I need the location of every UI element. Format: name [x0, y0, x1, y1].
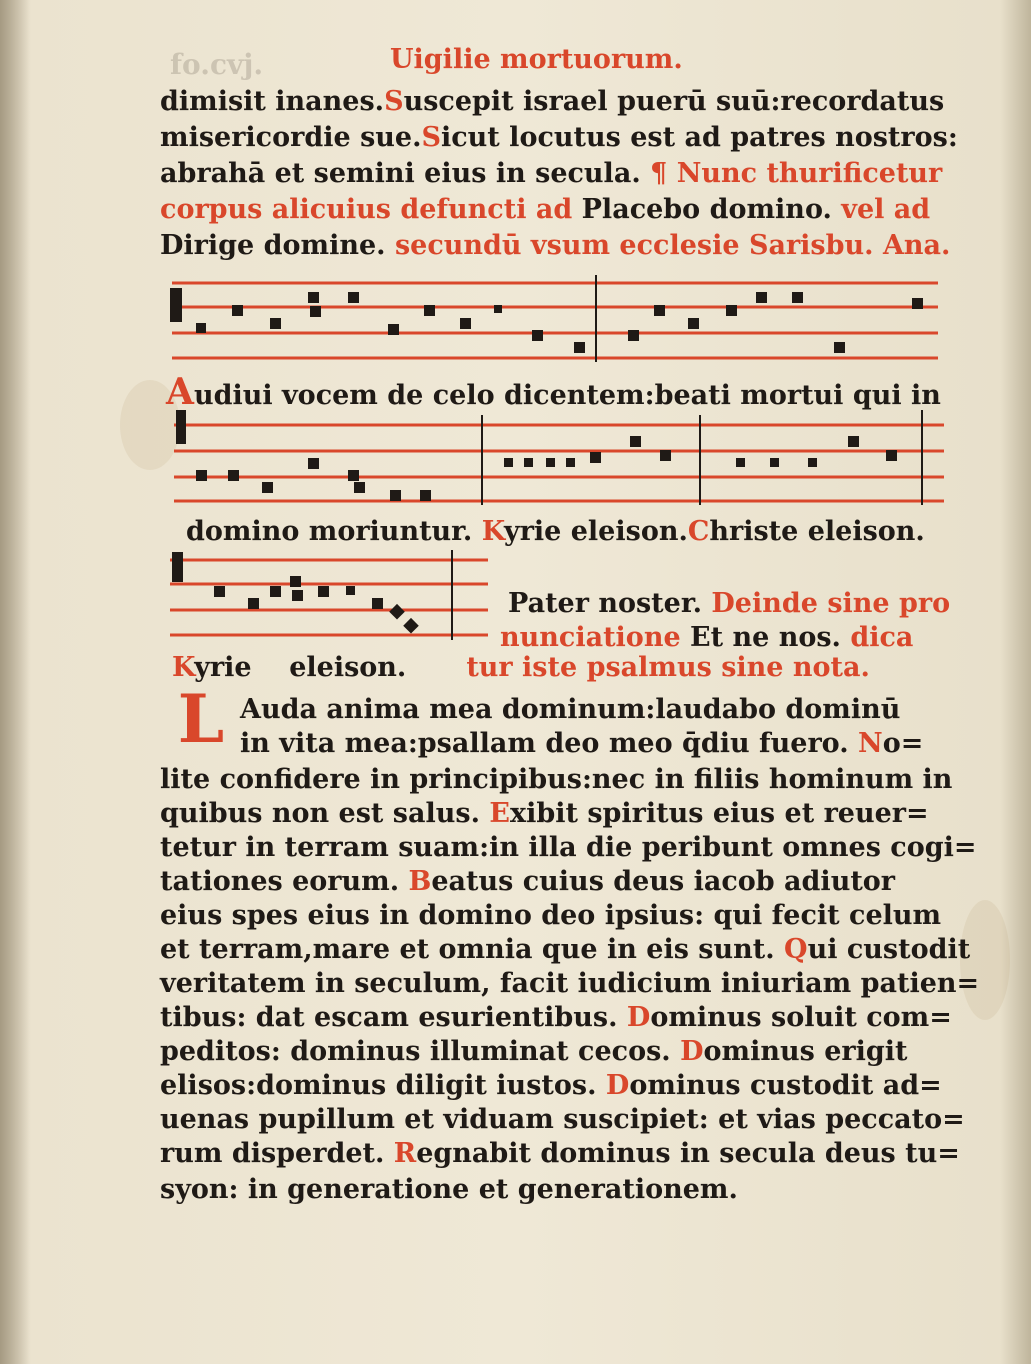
psalm-line-11 [160, 1034, 950, 1070]
rubric-initial: R [384, 1138, 417, 1169]
staff-3 [170, 560, 488, 635]
psalm-drop-initial: L [177, 680, 225, 758]
text-segment: misericordie sue. [160, 122, 422, 153]
psalm-line-9 [160, 966, 980, 1002]
text-segment: abrahā et semini eius in secula. [160, 158, 641, 189]
text-segment: eatus cuius deus iacob adiutor [431, 866, 896, 897]
staff-1 [172, 283, 938, 358]
psalm-line-13 [160, 1102, 965, 1138]
rubric-initial: D [670, 1036, 704, 1067]
rubric-initial: Q [774, 934, 808, 965]
text-segment: icut locutus est ad patres nostros: [440, 122, 958, 153]
text-segment: xibit spiritus eius et reuer= [509, 798, 929, 829]
text-segment: udiui vocem de celo dicentem:beati mortui qui in [193, 380, 941, 411]
rubric-initial: S [384, 86, 404, 117]
text-segment: ominus erigit [703, 1036, 908, 1067]
rubric-initial: B [399, 866, 432, 897]
rubric-line-1 [508, 586, 951, 622]
psalm-line-15 [160, 1172, 950, 1208]
rubric-text: dica [850, 622, 914, 653]
text-segment: tationes eorum. [160, 866, 400, 897]
antiphon-line-2 [186, 514, 976, 550]
psalm-line-12 [160, 1068, 950, 1104]
text-segment: dimisit inanes. [160, 86, 385, 117]
text-segment: yrie eleison. [504, 516, 688, 547]
text-segment: quibus non est salus. [160, 798, 480, 829]
antiphon-line-1 [166, 371, 956, 414]
text-segment: Auda anima mea dominum:laudabo dominū [240, 694, 901, 725]
rubric-initial: D [617, 1002, 651, 1033]
psalm-line-7 [160, 898, 950, 934]
text-segment: hriste eleison. [709, 516, 925, 547]
text-segment: Et ne nos. [680, 622, 841, 653]
text-segment: peditos: dominus illuminat cecos. [160, 1036, 671, 1067]
text-segment: ui custodit [807, 934, 971, 965]
rubric-initial: K [172, 652, 195, 683]
rubric-initial: N [848, 728, 883, 759]
psalm-line-4 [160, 796, 950, 832]
psalm-line-3 [160, 762, 953, 798]
text-segment: domino moriuntur. [186, 516, 473, 547]
text-segment: yrie eleison. [194, 652, 407, 683]
text-segment: syon: in generatione et generationem. [160, 1174, 738, 1205]
rubric-text: vel ad [831, 194, 931, 225]
psalm-line-6 [160, 864, 950, 900]
text-segment: tibus: dat escam esurientibus. [160, 1002, 618, 1033]
text-segment: o= [882, 728, 924, 759]
rubric-text: ¶ Nunc thurificetur [650, 158, 943, 189]
staff-2 [174, 425, 944, 501]
psalm-line-5 [160, 830, 977, 866]
folio-number-showthrough: fo.cvj. [170, 48, 264, 81]
antiphon-initial: A [166, 371, 194, 413]
staff-3-neumes [172, 552, 419, 633]
text-segment: eius spes eius in domino deo ipsius: qui fecit celum [160, 900, 942, 931]
text-segment: et terram,mare et omnia que in eis sunt. [160, 934, 775, 965]
staff-1-neumes [170, 288, 923, 353]
rubric-text: Deinde sine pro [711, 588, 951, 619]
text-segment: in vita mea:psallam deo meo q̄diu fuero. [240, 728, 849, 759]
psalm-line-10 [160, 1000, 950, 1036]
psalm-line-8 [160, 932, 971, 968]
text-segment: tetur in terram suam:in illa die peribunt omnes cogi= [160, 832, 977, 863]
text-segment: Placebo domino. [572, 194, 832, 225]
text-segment: rum disperdet. [160, 1138, 385, 1169]
running-heading: Uigilie mortuorum. [390, 44, 683, 75]
rubric-text: tur iste psalmus sine nota. [466, 652, 870, 683]
psalm-line-1 [240, 692, 950, 728]
rubric-line-3 [172, 650, 948, 686]
text-segment: egnabit dominus in secula deus tu= [416, 1138, 960, 1169]
rubric-initial: E [479, 798, 510, 829]
text-segment: lite confidere in principibus:nec in filiis hominum in [160, 764, 953, 795]
psalm-line-14 [160, 1136, 960, 1172]
rubric-initial: C [687, 516, 710, 547]
rubric-initial: S [421, 122, 441, 153]
rubric-text: corpus alicuius defuncti ad [160, 194, 573, 225]
text-segment: Pater noster. [508, 588, 702, 619]
rubric-initial: D [596, 1070, 630, 1101]
text-segment: veritatem in seculum, facit iudicium iniuriam patien= [160, 968, 980, 999]
rubric-text: secundū vsum ecclesie Sarisbu. Ana. [385, 230, 951, 261]
text-segment: ominus custodit ad= [629, 1070, 942, 1101]
rubric-text: nunciatione [500, 622, 681, 653]
text-segment: ominus soluit com= [650, 1002, 952, 1033]
text-segment: uenas pupillum et viduam suscipiet: et vias peccato= [160, 1104, 965, 1135]
text-segment: elisos:dominus diligit iustos. [160, 1070, 597, 1101]
psalm-line-2 [240, 726, 950, 762]
text-segment: uscepit israel puerū suū:recordatus [403, 86, 945, 117]
text-segment: Dirige domine. [160, 230, 386, 261]
rubric-initial: K [481, 516, 504, 547]
